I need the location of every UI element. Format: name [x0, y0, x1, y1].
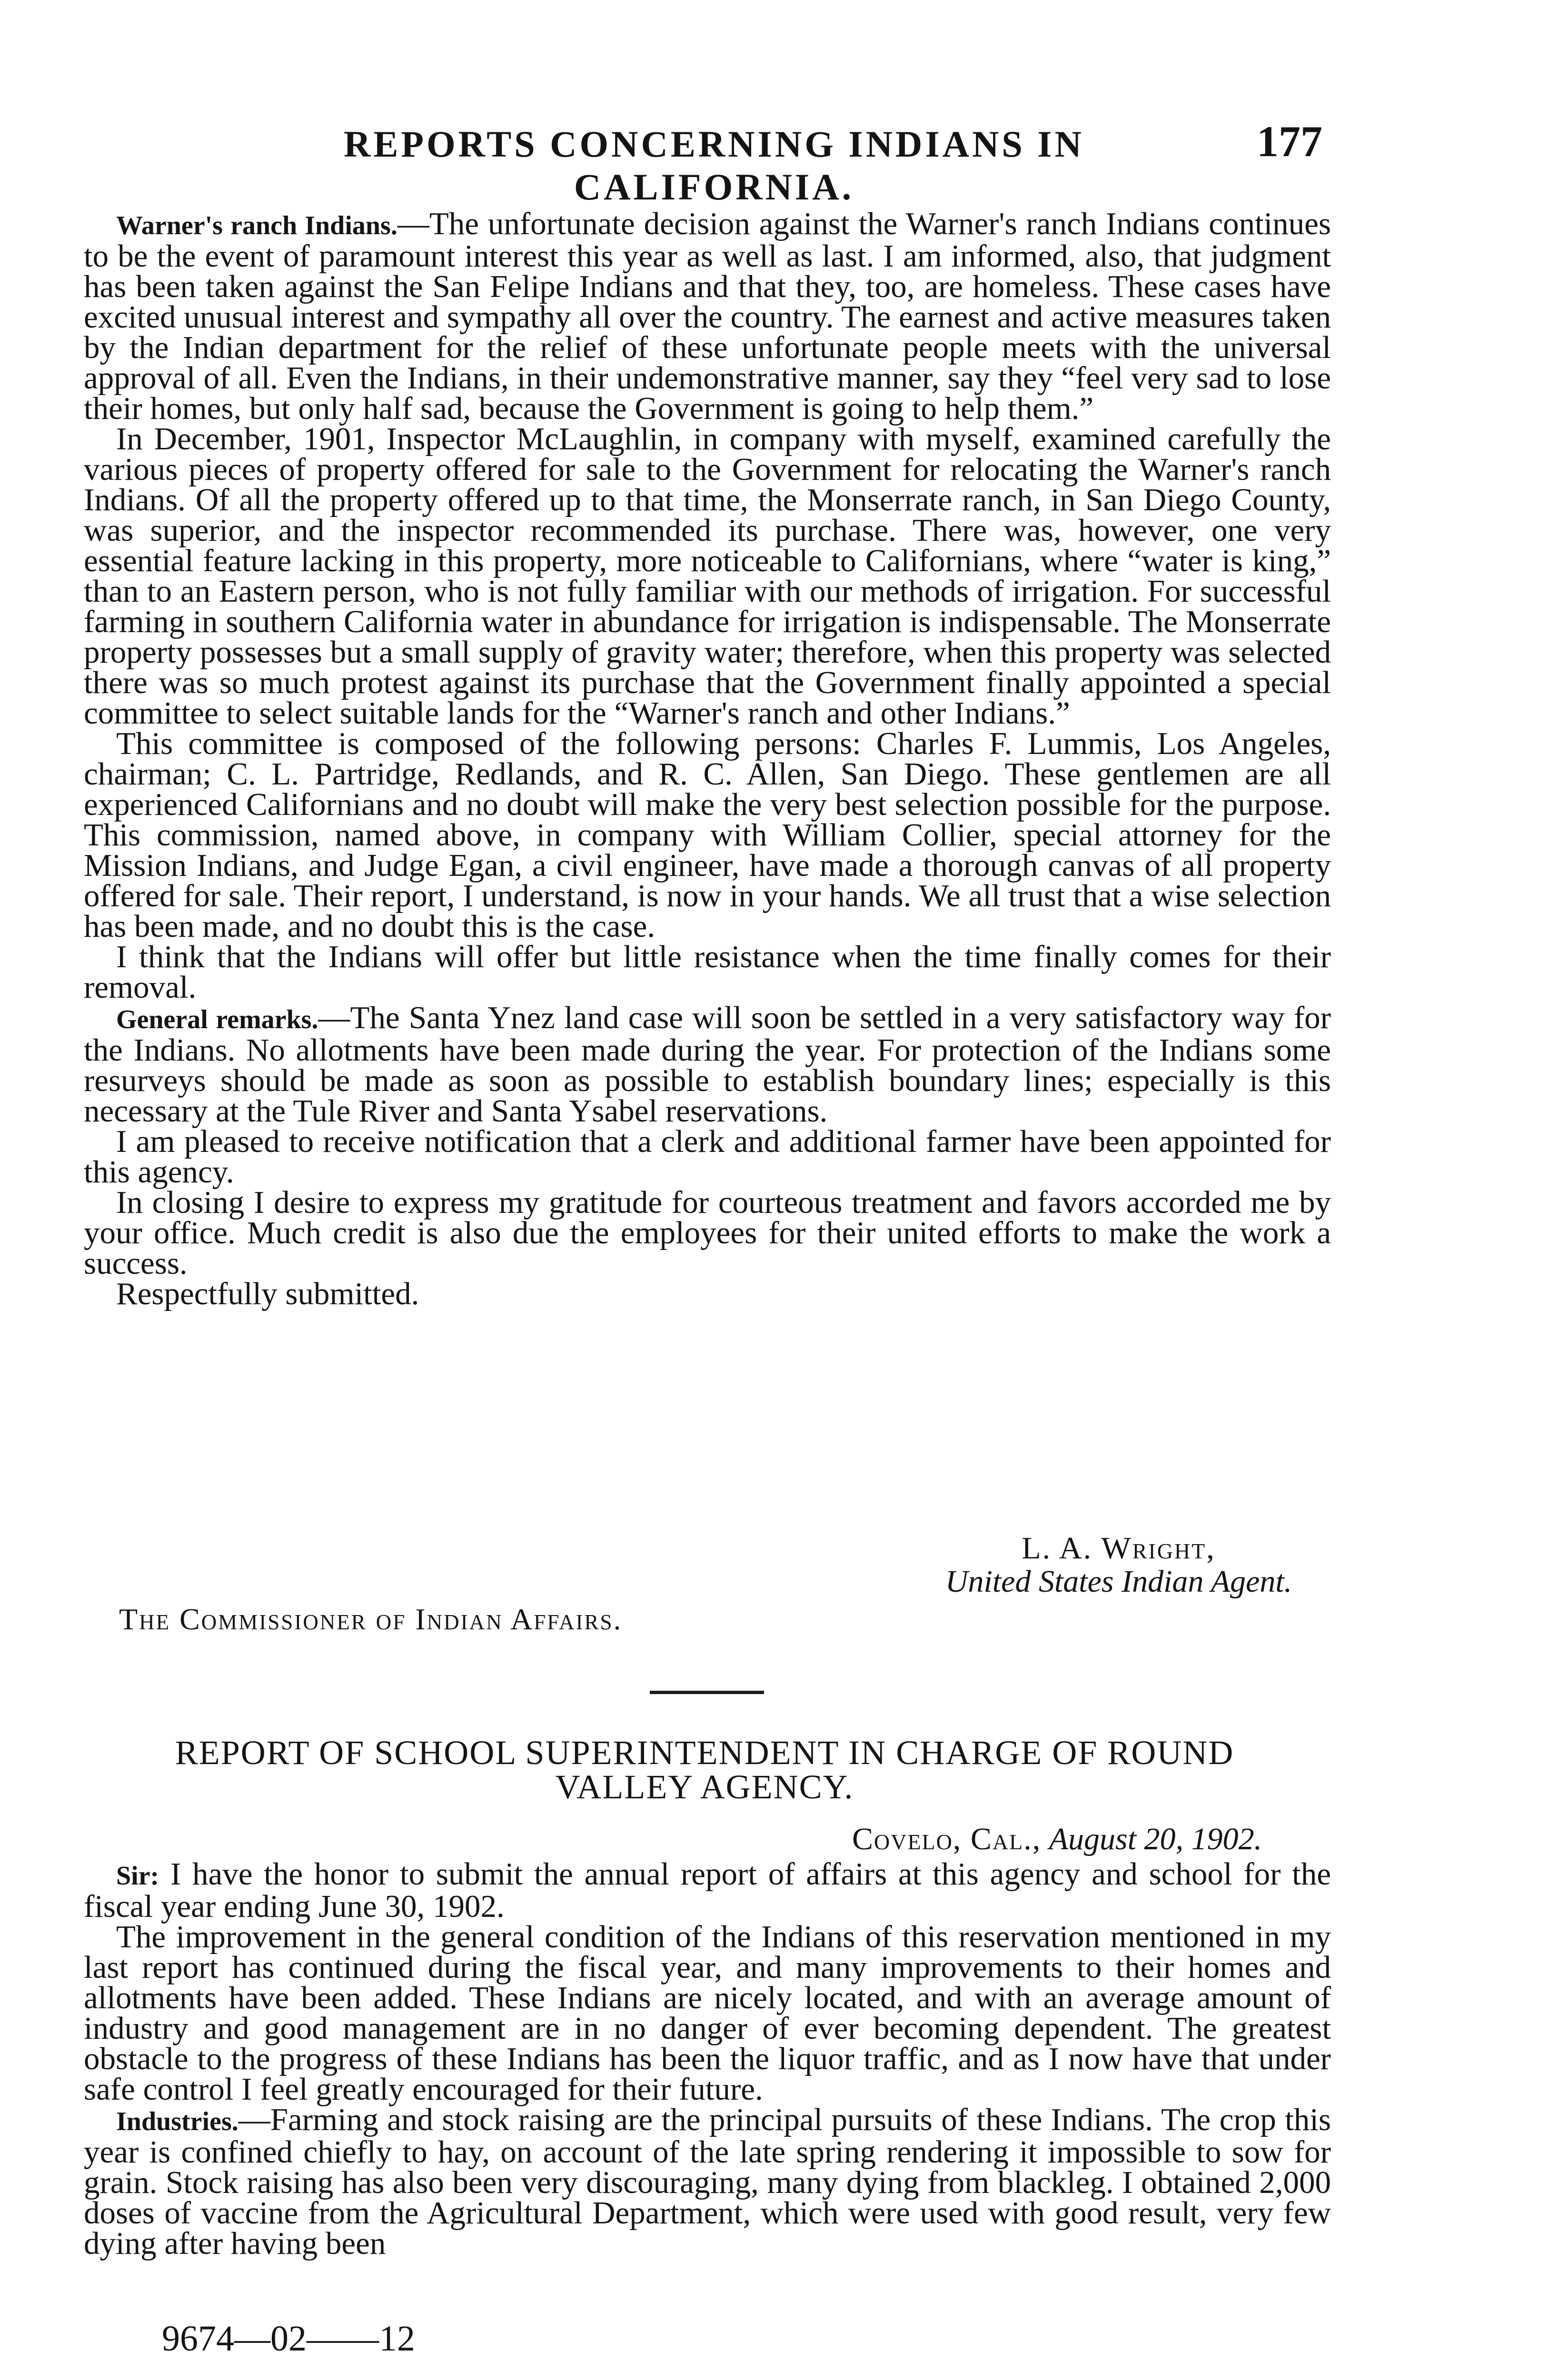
- paragraph-respectfully: Respectfully submitted.: [116, 1276, 419, 1311]
- section-divider: [650, 1691, 764, 1694]
- paragraph-clerk-notification: I am pleased to receive notification that a clerk and additional farmer have been appointed for this agency.: [84, 1124, 1331, 1190]
- dateline-date: August 20, 1902.: [1049, 1822, 1262, 1856]
- paragraph-improvement: The improvement in the general condition of the Indians of this reservation mentioned in my last report has continued during the fiscal year, and many improvements to their homes and allotments have been added. These Indians are nicely located, and with an average amount of industry and good management are in no danger of ever becoming dependent. The greatest obstacle to the progress of these Indians has been the liquor traffic, and as I now have that under safe control I feel greatly encouraged for their future.: [84, 1919, 1331, 2107]
- page-number: 177: [1257, 117, 1322, 166]
- paragraph-removal: I think that the Indians will offer but little resistance when the time finally comes for their removal.: [84, 939, 1331, 1005]
- paragraph-warners-ranch: [84, 208, 1331, 424]
- paragraph-committee: This committee is composed of the following persons: Charles F. Lummis, Los Angeles, chairman; C. L. Partridge, Redlands, and R. C. Allen, San Diego. These gentlemen are all experienced Californians and no doubt will make the very best selection possible for the purpose. This commission, named above, in company with William Collier, special attorney for the Mission Indians, and Judge Egan, a civil engineer, have made a thorough canvas of all property offered for sale. Their report, I understand, is now in your hands. We all trust that a wise selection has been made, and no doubt this is the case.: [84, 726, 1331, 944]
- dateline: [852, 1821, 1262, 1857]
- signature-block: [900, 1532, 1338, 1598]
- report-heading: REPORT OF SCHOOL SUPERINTENDENT IN CHARGE OF ROUND VALLEY AGENCY.: [175, 1734, 1234, 1806]
- paragraph-salutation: [84, 1856, 1331, 1924]
- paragraph-text: —The unfortunate decision against the Warner's ranch Indians continues to be the event of paramount interest this year as well as last. I am informed, also, that judgment has been taken against the San Felipe Indians and that they, too, are homeless. These cases have excited unusual interest and sympathy all over the country. The earnest and active measures taken by the Indian department for the relief of these unfortunate people meets with the universal approval of all. Even the Indians, in their undemonstrative manner, say they “feel very sad to lose their homes, but only half sad, because the Government is going to help them.”: [84, 206, 1331, 426]
- section-warners-ranch-report: [84, 208, 1331, 1309]
- salutation: Sir:: [116, 1861, 159, 1891]
- paragraph-general-remarks: [84, 1000, 1331, 1129]
- signature-name: L. A. Wright,: [1022, 1531, 1216, 1566]
- paragraph-text: —Farming and stock raising are the principal pursuits of these Indians. The crop this year is confined chiefly to hay, on account of the late spring rendering it impossible to sow for grain. Stock raising has also been very discouraging, many dying from blackleg. I obtained 2,000 doses of vaccine from the Agricultural Department, which were used with good result, very few dying after having been: [84, 2102, 1331, 2261]
- running-title: REPORTS CONCERNING INDIANS IN CALIFORNIA.: [344, 123, 1084, 208]
- paragraph-industries: [84, 2104, 1331, 2259]
- section-round-valley-report: [84, 1856, 1331, 2261]
- addressee: The Commissioner of Indian Affairs.: [119, 1602, 623, 1636]
- paragraph-closing: In closing I desire to express my gratitude for courteous treatment and favors accorded me by your office. Much credit is also due the employees for their united efforts to make the work a success.: [84, 1185, 1331, 1281]
- run-in-heading: Warner's ranch Indians.: [116, 211, 397, 240]
- paragraph-text: I have the honor to submit the annual report of affairs at this agency and school for the fiscal year ending June 30, 1902.: [84, 1856, 1331, 1924]
- paragraph-text: —The Santa Ynez land case will soon be settled in a very satisfactory way for the Indians. No allotments have been made during the year. For protection of the Indians some resurveys should be made as soon as possible to establish boundary lines; especially is this necessary at the Tule River and Santa Ysabel reservations.: [84, 1000, 1331, 1129]
- footer-signature-code: 9674—02——12: [162, 2319, 415, 2359]
- dateline-place: Covelo, Cal.,: [852, 1822, 1042, 1856]
- run-in-heading: Industries.: [116, 2107, 238, 2136]
- run-in-heading: General remarks.: [116, 1005, 318, 1034]
- paragraph-inspection: In December, 1901, Inspector McLaughlin, in company with myself, examined carefully the various pieces of property offered for sale to the Government for relocating the Warner's ranch Indians. Of all the property offered up to that time, the Monserrate ranch, in San Diego County, was superior, and the inspector recommended its purchase. There was, however, one very essential feature lacking in this property, more noticeable to Californians, where “water is king,” than to an Eastern person, who is not fully familiar with our methods of irrigation. For successful farming in southern California water in abundance for irrigation is indispensable. The Monserrate property possesses but a small supply of gravity water; therefore, when this property was selected there was so much protest against its purchase that the Government finally appointed a special committee to select suitable lands for the “Warner's ranch and other Indians.”: [84, 421, 1331, 731]
- signature-title: United States Indian Agent.: [945, 1564, 1292, 1599]
